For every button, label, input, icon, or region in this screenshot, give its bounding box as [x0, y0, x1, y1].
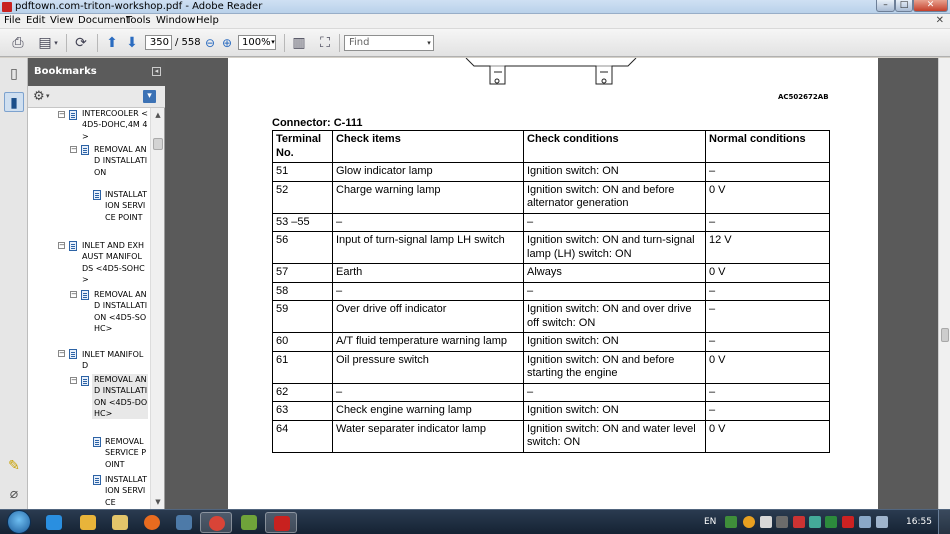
table-cell: – — [524, 282, 706, 301]
internet-explorer-taskbar-button[interactable] — [38, 512, 70, 533]
tray-app-icon[interactable] — [809, 516, 821, 528]
close-document-button[interactable]: ✕ — [935, 15, 944, 26]
bookmark-page-icon — [81, 376, 89, 386]
table-cell: 12 V — [706, 232, 830, 264]
attachments-icon[interactable]: ⌀ — [9, 486, 19, 502]
bookmark-item-selected[interactable]: REMOVAL AND INSTALLATION <4D5-DOHC> — [94, 375, 148, 418]
next-page-icon[interactable]: ⬇ — [126, 35, 138, 51]
bookmark-page-icon — [93, 437, 101, 447]
zoom-dropdown-icon[interactable]: ▾ — [271, 38, 275, 46]
table-cell: 64 — [273, 420, 333, 452]
bookmarks-header — [28, 58, 165, 86]
tray-app-icon[interactable] — [743, 516, 755, 528]
scrollbar-thumb[interactable] — [941, 328, 949, 342]
zoom-in-icon[interactable]: ⊕ — [221, 36, 233, 50]
bookmark-page-icon — [93, 475, 101, 485]
adobe-reader-icon — [274, 516, 290, 531]
menu-file[interactable]: File — [4, 15, 21, 26]
table-cell: Ignition switch: ON and water level switch: ON — [524, 420, 706, 452]
connector-check-table — [272, 130, 830, 453]
language-indicator[interactable]: EN — [704, 517, 717, 527]
table-cell: Ignition switch: ON — [524, 333, 706, 352]
tray-app-icon[interactable] — [760, 516, 772, 528]
volume-icon[interactable] — [876, 516, 888, 528]
table-row — [273, 402, 830, 421]
network-icon[interactable] — [859, 516, 871, 528]
taskbar — [0, 509, 950, 534]
table-cell: Ignition switch: ON and turn-signal lamp (LH) switch: ON — [524, 232, 706, 264]
table-row — [273, 213, 830, 232]
zoom-input[interactable]: 100% — [238, 35, 276, 50]
table-cell: 61 — [273, 351, 333, 383]
table-cell: 60 — [273, 333, 333, 352]
menu-document[interactable]: Document — [78, 15, 130, 26]
chrome-taskbar-button[interactable] — [200, 512, 232, 533]
menu-tools[interactable]: Tools — [126, 15, 151, 26]
chrome-icon — [209, 516, 225, 531]
table-cell: Ignition switch: ON and before starting the engine — [524, 351, 706, 383]
table-body — [273, 163, 830, 453]
collapse-icon[interactable]: − — [59, 241, 65, 249]
table-cell: Glow indicator lamp — [333, 163, 524, 182]
close-button[interactable]: ✕ — [913, 0, 948, 12]
bookmarks-panel — [28, 58, 165, 509]
table-cell: Ignition switch: ON and over drive off switch: ON — [524, 301, 706, 333]
table-cell: Ignition switch: ON and before alternator generation — [524, 181, 706, 213]
tray-app-icon[interactable] — [825, 516, 837, 528]
bookmark-item[interactable]: INSTALLATION SERVICE POINT — [105, 190, 147, 222]
table-cell: Water separater indicator lamp — [333, 420, 524, 452]
find-dropdown-icon[interactable]: ▾ — [427, 39, 431, 47]
previous-page-icon[interactable]: ⬆ — [106, 35, 118, 51]
collapse-icon[interactable]: − — [59, 349, 65, 357]
menu-edit[interactable]: Edit — [26, 15, 46, 26]
connector-diagram — [228, 58, 878, 92]
navigation-pane — [0, 58, 28, 509]
page-number-input[interactable]: 350 — [145, 35, 172, 50]
collapse-icon[interactable]: − — [59, 110, 65, 118]
table-cell: – — [706, 383, 830, 402]
title-bar — [0, 0, 950, 14]
start-button[interactable] — [7, 510, 31, 534]
table-cell: Ignition switch: ON — [524, 402, 706, 421]
table-cell: – — [706, 282, 830, 301]
table-cell: 59 — [273, 301, 333, 333]
pdf-page — [228, 58, 878, 509]
options-dropdown-icon[interactable]: ▾ — [46, 92, 50, 100]
table-cell: – — [524, 213, 706, 232]
table-cell: – — [333, 383, 524, 402]
expand-bookmark-icon[interactable]: ▾ — [143, 90, 156, 103]
save-dropdown-icon[interactable]: ▾ — [54, 39, 58, 47]
adobe-reader-taskbar-button[interactable] — [265, 512, 297, 533]
print-icon[interactable]: ⎙ — [12, 35, 24, 51]
table-cell: 53 –55 — [273, 213, 333, 232]
table-row — [273, 333, 830, 352]
tray-app-icon[interactable] — [776, 516, 788, 528]
android-icon — [241, 515, 257, 530]
tray-app-icon[interactable] — [725, 516, 737, 528]
table-row — [273, 301, 830, 333]
tray-app-icon[interactable] — [842, 516, 854, 528]
table-row — [273, 420, 830, 452]
scroll-down-icon[interactable]: ▼ — [155, 498, 161, 506]
table-cell: 56 — [273, 232, 333, 264]
collapse-icon[interactable]: − — [71, 376, 77, 384]
firefox-icon — [144, 515, 160, 530]
tray-shield-icon[interactable] — [793, 516, 805, 528]
table-row — [273, 351, 830, 383]
bookmark-page-icon — [81, 145, 89, 155]
table-cell: – — [706, 333, 830, 352]
firefox-taskbar-button[interactable] — [136, 512, 168, 533]
menu-help[interactable]: Help — [196, 15, 219, 26]
clock[interactable]: 16:55 — [906, 517, 932, 527]
minimize-button[interactable]: – — [876, 0, 895, 12]
bookmarks-title: Bookmarks — [34, 66, 97, 77]
window-title: pdftown.com-triton-workshop.pdf - Adobe Reader — [15, 1, 263, 12]
adobe-reader-icon — [2, 2, 12, 12]
table-cell: Oil pressure switch — [333, 351, 524, 383]
table-cell: 0 V — [706, 264, 830, 283]
table-cell: 62 — [273, 383, 333, 402]
table-cell: – — [706, 213, 830, 232]
bookmarks-toolbar — [28, 86, 165, 108]
table-cell: – — [706, 163, 830, 182]
bookmark-item[interactable]: INSTALLATION SERVICE — [105, 475, 147, 507]
column-header: Normal conditions — [706, 131, 830, 163]
options-gear-icon[interactable]: ⚙ — [33, 89, 45, 104]
connector-title: Connector: C-111 — [272, 117, 363, 129]
share-icon[interactable]: ⟳ — [75, 35, 87, 51]
table-cell: A/T fluid temperature warning lamp — [333, 333, 524, 352]
media-player-icon — [80, 515, 96, 530]
bookmark-page-icon — [93, 190, 101, 200]
collapse-icon[interactable]: − — [71, 290, 77, 298]
menu-bar — [0, 14, 950, 29]
table-cell: – — [706, 402, 830, 421]
column-header: Terminal No. — [273, 131, 333, 163]
bookmark-page-icon — [69, 110, 77, 120]
bookmark-item[interactable]: INLET MANIFOLD — [82, 350, 144, 371]
pages-icon[interactable]: ▯ — [10, 66, 18, 82]
bookmark-page-icon — [69, 241, 77, 251]
table-cell: 57 — [273, 264, 333, 283]
table-row — [273, 383, 830, 402]
column-header: Check conditions — [524, 131, 706, 163]
table-row — [273, 282, 830, 301]
maximize-button[interactable]: □ — [895, 0, 913, 12]
document-scrollbar[interactable] — [938, 58, 950, 509]
table-cell: 0 V — [706, 351, 830, 383]
table-cell: 0 V — [706, 181, 830, 213]
toolbar — [0, 29, 950, 57]
figure-code: AC502672AB — [778, 93, 829, 101]
bookmarks-scrollbar[interactable] — [150, 108, 164, 509]
table-cell: – — [706, 301, 830, 333]
column-header: Check items — [333, 131, 524, 163]
scrollbar-thumb[interactable] — [153, 138, 163, 150]
bookmark-item[interactable]: REMOVAL SERVICE POINT — [105, 437, 147, 469]
table-cell: Always — [524, 264, 706, 283]
table-row — [273, 181, 830, 213]
android-app-taskbar-button[interactable] — [233, 512, 265, 533]
table-cell: – — [333, 282, 524, 301]
table-cell: 52 — [273, 181, 333, 213]
save-icon[interactable]: ▤ — [38, 35, 52, 51]
table-cell: Over drive off indicator — [333, 301, 524, 333]
zoom-out-icon[interactable]: ⊖ — [204, 36, 216, 50]
file-explorer-taskbar-button[interactable] — [104, 512, 136, 533]
bookmarks-icon[interactable]: ▮ — [4, 92, 24, 112]
table-cell: Input of turn-signal lamp LH switch — [333, 232, 524, 264]
menu-view[interactable]: View — [50, 15, 74, 26]
internet-explorer-icon — [46, 515, 62, 530]
table-cell: – — [524, 383, 706, 402]
bookmark-page-icon — [81, 290, 89, 300]
fit-width-icon[interactable]: ⛶ — [320, 35, 330, 51]
media-player-taskbar-button[interactable] — [72, 512, 104, 533]
table-cell: – — [333, 213, 524, 232]
menu-window[interactable]: Window — [156, 15, 196, 26]
find-input[interactable]: Find — [344, 35, 434, 51]
table-header-row — [273, 131, 830, 163]
network-icon — [176, 515, 192, 530]
table-cell: 0 V — [706, 420, 830, 452]
table-row — [273, 264, 830, 283]
bookmark-item[interactable]: REMOVAL AND INSTALLATION <4D5-SOHC> — [94, 290, 148, 333]
fit-page-icon[interactable]: ▥ — [292, 35, 306, 51]
scroll-up-icon[interactable]: ▲ — [155, 111, 161, 119]
toolbar-separator — [97, 34, 98, 52]
toolbar-separator — [284, 34, 285, 52]
document-view — [165, 58, 938, 509]
collapse-panel-icon[interactable]: ◂ — [152, 67, 161, 76]
show-desktop-button[interactable] — [938, 510, 950, 534]
folder-icon — [112, 515, 128, 530]
network-app-taskbar-button[interactable] — [168, 512, 200, 533]
bookmark-tree — [28, 108, 150, 509]
comments-icon[interactable]: ✎ — [8, 458, 20, 474]
table-cell: Check engine warning lamp — [333, 402, 524, 421]
table-row — [273, 232, 830, 264]
toolbar-separator — [339, 34, 340, 52]
table-cell: Ignition switch: ON — [524, 163, 706, 182]
table-cell: 63 — [273, 402, 333, 421]
toolbar-separator — [66, 34, 67, 52]
table-cell: Earth — [333, 264, 524, 283]
table-cell: 58 — [273, 282, 333, 301]
table-cell: Charge warning lamp — [333, 181, 524, 213]
collapse-icon[interactable]: − — [71, 145, 77, 153]
page-total: / 558 — [175, 37, 201, 48]
bookmark-item[interactable]: INLET AND EXHAUST MANIFOLDS <4D5-SOHC> — [82, 241, 145, 284]
bookmark-item[interactable]: REMOVAL AND INSTALLATION — [94, 145, 148, 177]
table-row — [273, 163, 830, 182]
table-cell: 51 — [273, 163, 333, 182]
bookmark-item[interactable]: INTERCOOLER <4D5-DOHC,4M 4> — [82, 109, 148, 141]
bookmark-page-icon — [69, 349, 77, 359]
